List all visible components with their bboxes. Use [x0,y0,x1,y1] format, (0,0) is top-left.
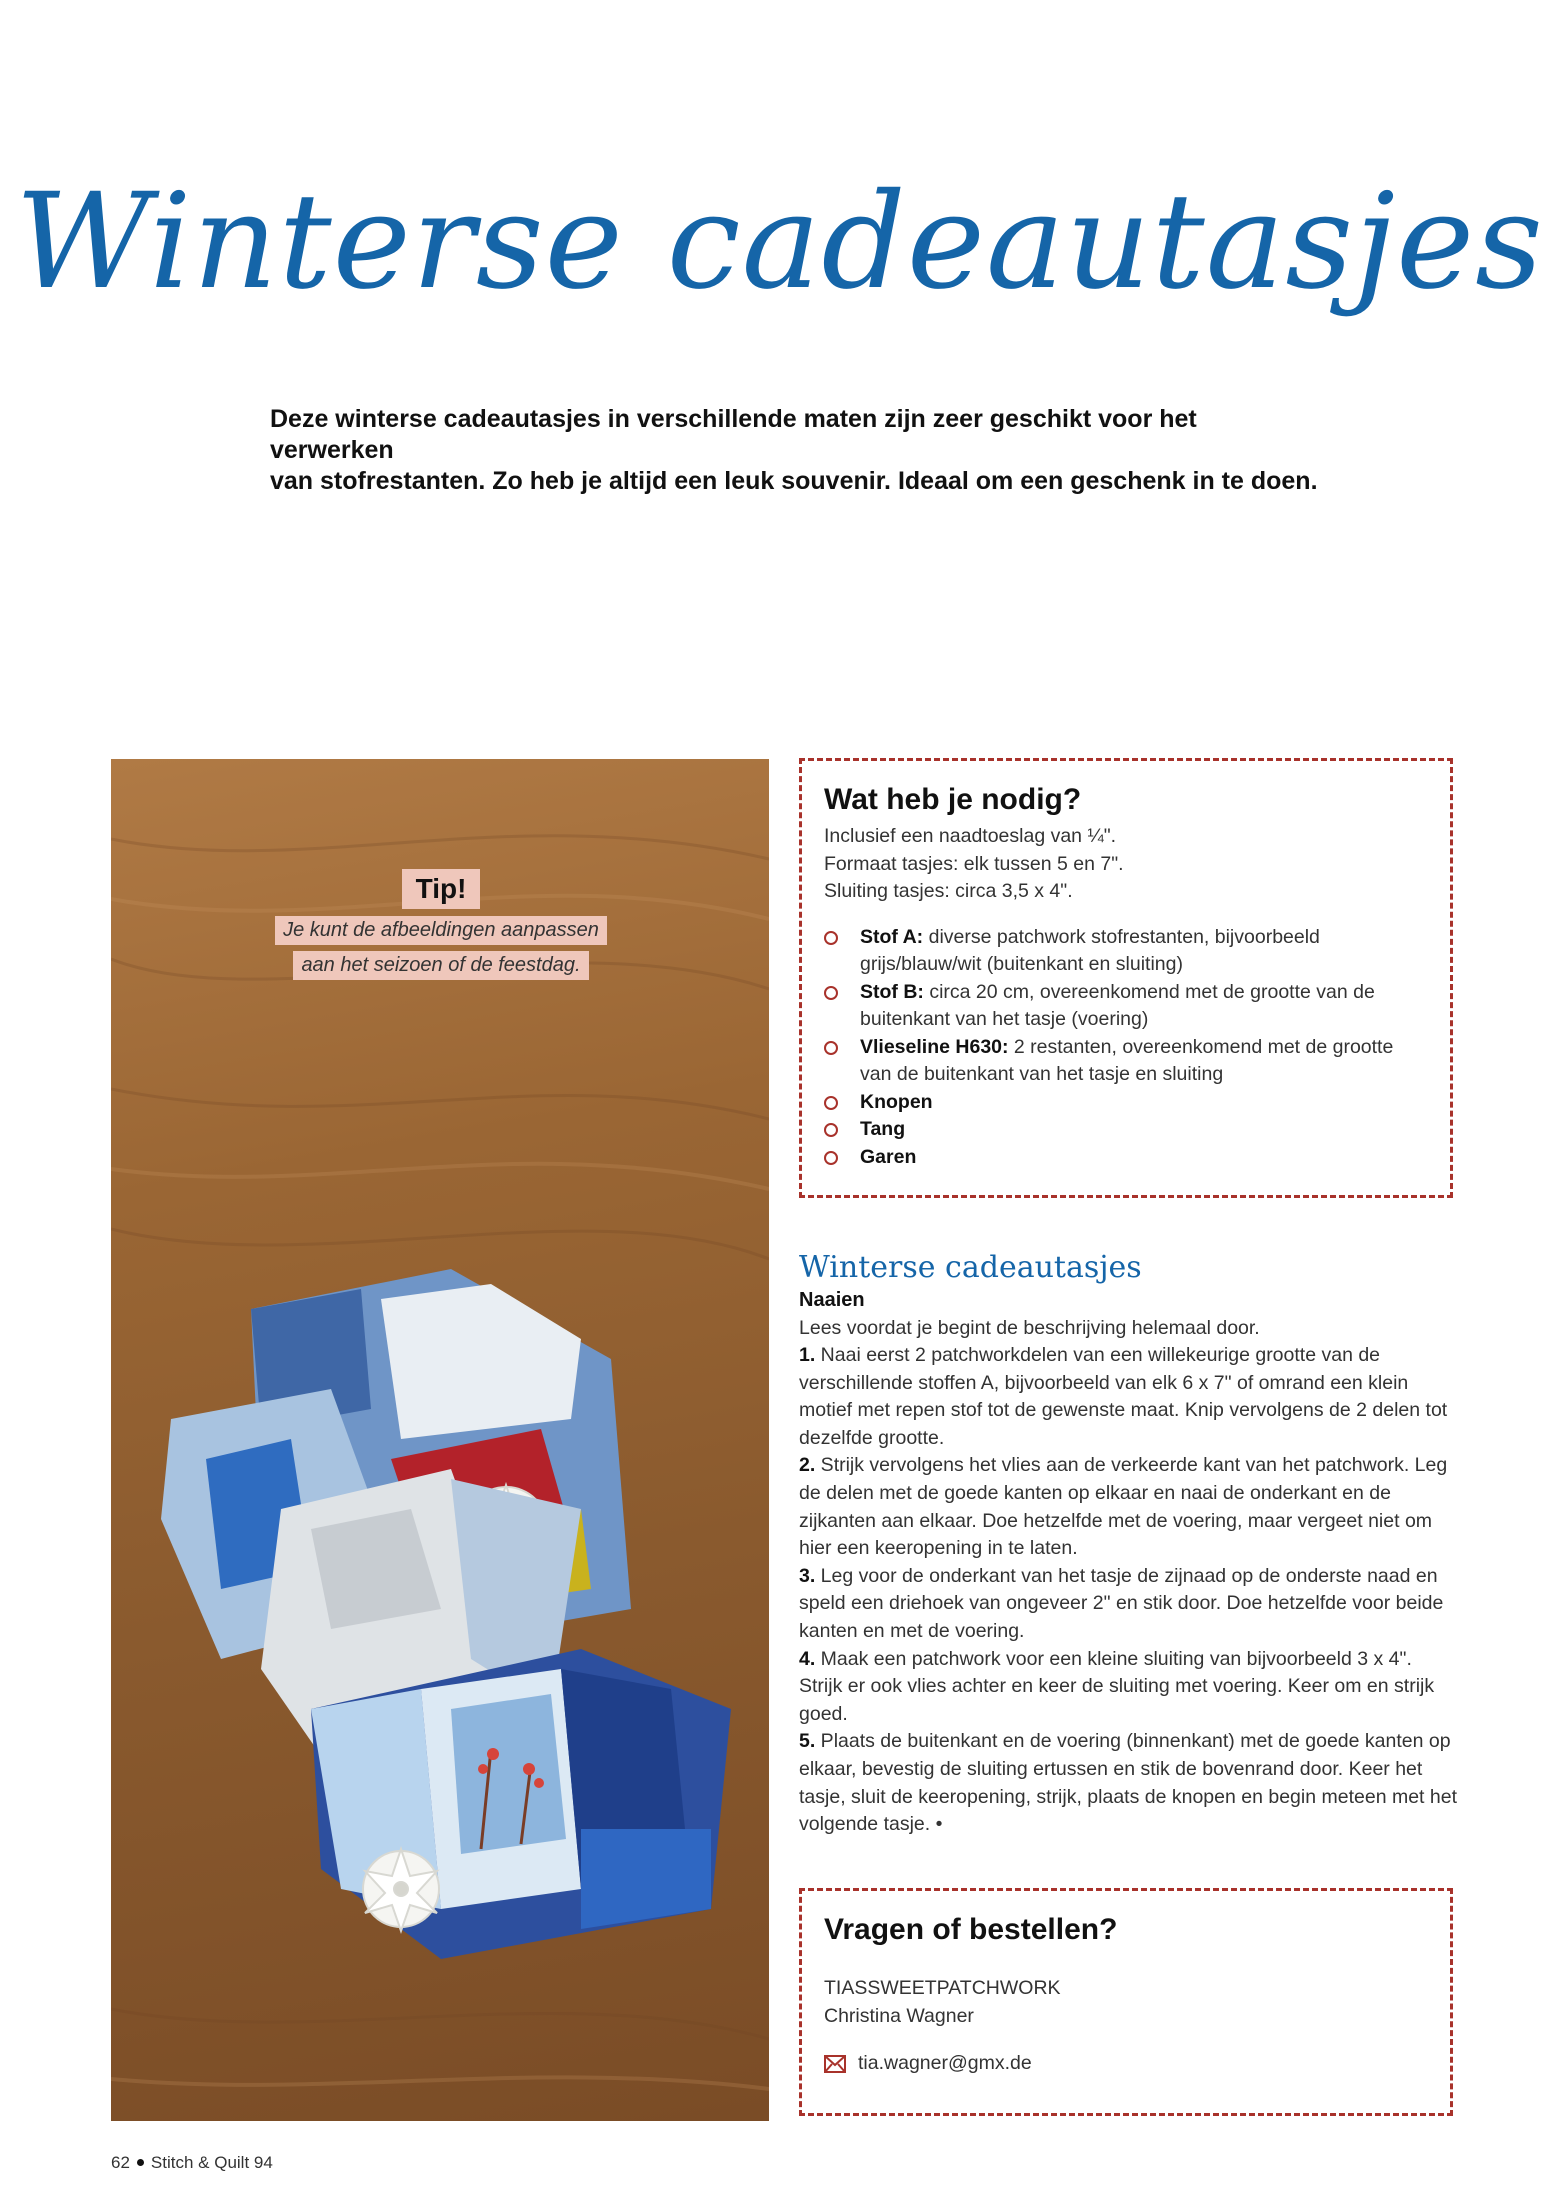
product-photo [111,759,769,2121]
contact-title: Vragen of bestellen? [824,1913,1118,1946]
instructions-title: Winterse cadeautasjes [799,1250,1142,1285]
bullet-icon [824,986,838,1000]
bullet-icon [824,1123,838,1137]
bullet-icon [824,1151,838,1165]
list-item: Knopen [824,1089,1428,1117]
envelope-icon [824,2055,846,2073]
materials-title: Wat heb je nodig? [824,783,1082,816]
bullet-icon [824,1096,838,1110]
tip-title: Tip! [402,869,481,909]
page-title: Winterse cadeautasjes [15,165,1544,319]
intro-line: van stofrestanten. Zo heb je altijd een leuk souvenir. Ideaal om een geschenk in te doen. [270,467,1318,495]
magazine-name: Stitch & Quilt 94 [150,2153,273,2172]
materials-note: Sluiting tasjes: circa 3,5 x 4". [824,880,1073,902]
instruction-step: 1. Naai eerst 2 patchworkdelen van een willekeurige grootte van de verschillende stoffen A, bijvoorbeeld van elk 6 x 7" of omrand een klein motief met repen stof tot de gewenste maat. Knip vervolgens de 2 delen tot dezelfde grootte. [799,1344,1448,1449]
list-item: Vlieseline H630: 2 restanten, overeenkomend met de grootte van de buitenkant van het tasje en sluiting [824,1034,1428,1089]
contact-email[interactable]: tia.wagner@gmx.de [858,2052,1032,2074]
bullet-icon [824,1041,838,1055]
instruction-step: 2. Strijk vervolgens het vlies aan de verkeerde kant van het patchwork. Leg de delen met de goede kanten op elkaar en naai de onderkant en de zijkanten aan elkaar. Doe hetzelfde met de voering, maar vergeet niet om hier een keeropening in te laten. [799,1454,1448,1560]
list-item: Stof A: diverse patchwork stofrestanten, bijvoorbeeld grijs/blauw/wit (buitenkant en sluiting) [824,924,1428,979]
materials-note: Inclusief een naadtoeslag van ¼". [824,825,1117,847]
instruction-step: 5. Plaats de buitenkant en de voering (binnenkant) met de goede kanten op elkaar, bevestig de sluiting ertussen en stik de bovenrand door. Keer het tasje, sluit de keeropening, strijk, plaats de knopen en begin meteen met het volgende tasje. • [799,1730,1457,1836]
intro-line: Deze winterse cadeautasjes in verschillende maten zijn zeer geschikt voor het verwerken [270,405,1197,464]
gift-bags-illustration [111,1189,769,1969]
bullet-icon [824,931,838,945]
instruction-step: 4. Maak een patchwork voor een kleine sluiting van bijvoorbeeld 3 x 4". Strijk er ook vlies achter en keer de sluiting met voering. Keer om en strijk goed. [799,1647,1435,1725]
tip-text-line: Je kunt de afbeeldingen aanpassen [275,916,607,945]
list-item: Garen [824,1144,1428,1172]
contact-company: TIASSWEETPATCHWORK [824,1977,1061,1999]
materials-list [824,924,1428,1172]
instruction-step: 3. Leg voor de onderkant van het tasje de zijnaad op de onderste naad en speld een driehoek van ongeveer 2" en stik door. Doe hetzelfde voor beide kanten en met de voering. [799,1564,1444,1643]
contact-email-row[interactable] [824,2052,1428,2075]
page-footer [111,2153,273,2173]
contact-box [799,1888,1453,2116]
contact-name: Christina Wagner [824,2004,974,2027]
tip-callout [251,869,631,983]
instructions-subtitle: Naaien [799,1289,865,1311]
instructions-intro: Lees voordat je begint de beschrijving helemaal door. [799,1316,1260,1339]
tip-text-line: aan het seizoen of de feestdag. [293,951,588,980]
list-item: Tang [824,1116,1428,1144]
materials-box [799,758,1453,1198]
materials-note: Formaat tasjes: elk tussen 5 en 7". [824,852,1124,875]
list-item: Stof B: circa 20 cm, overeenkomend met de grootte van de buitenkant van het tasje (voering) [824,979,1428,1034]
intro-text [270,404,1320,497]
separator-dot [137,2159,144,2166]
page-number: 62 [111,2153,130,2172]
instructions-section [799,1250,1459,1839]
